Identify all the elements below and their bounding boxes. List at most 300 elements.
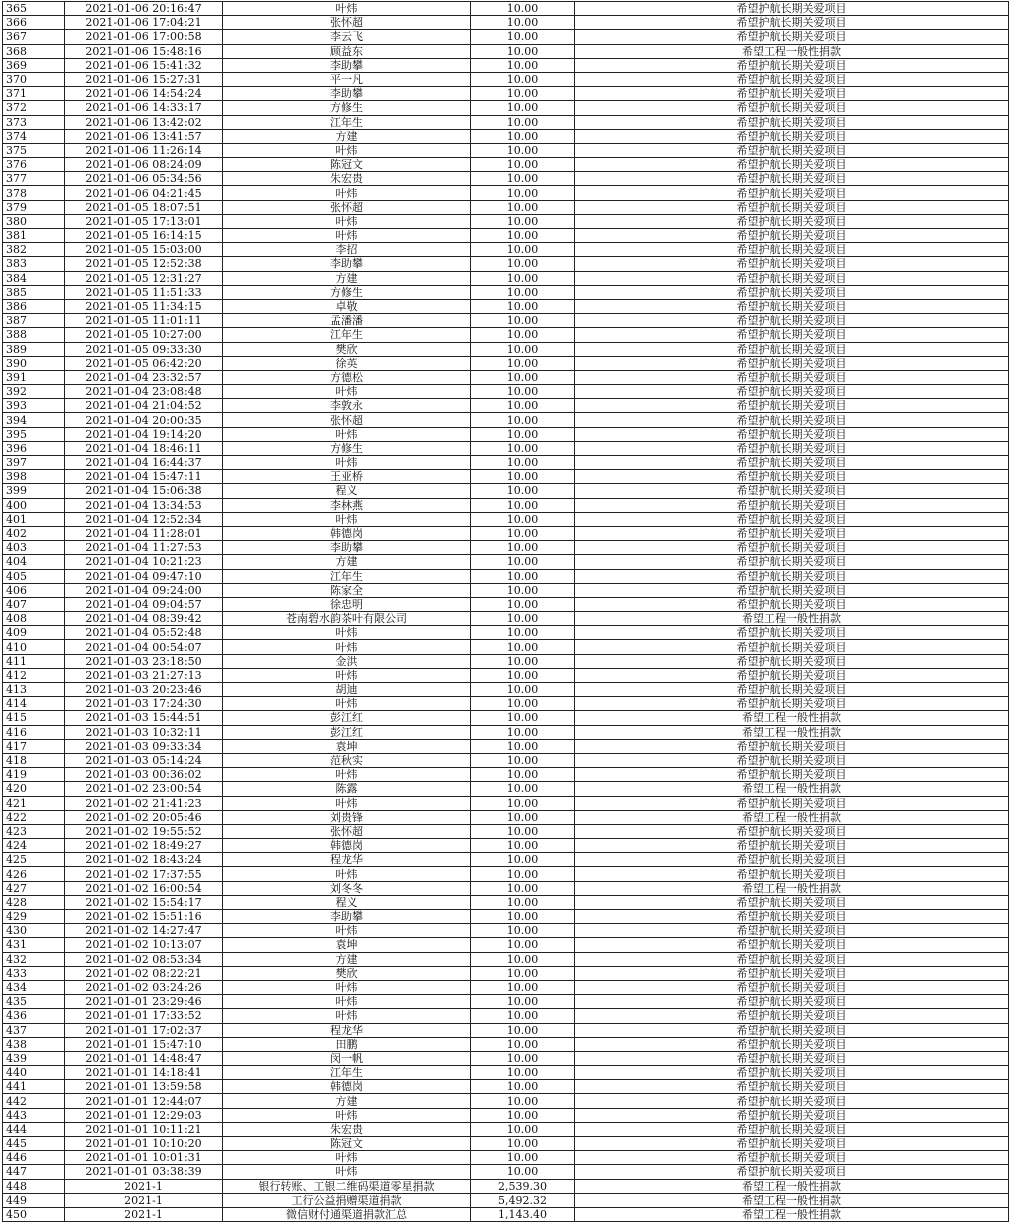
project-name-cell: 希望护航长期关爱项目 [575, 30, 1009, 44]
table-row [3, 413, 1009, 427]
row-number-cell: 439 [3, 1051, 65, 1065]
table-row [3, 1207, 1009, 1221]
project-name-cell: 希望护航长期关爱项目 [575, 271, 1009, 285]
donation-amount-cell: 10.00 [471, 257, 575, 271]
donation-amount-cell: 10.00 [471, 413, 575, 427]
project-name-cell: 希望护航长期关爱项目 [575, 1037, 1009, 1051]
project-name-cell: 希望护航长期关爱项目 [575, 200, 1009, 214]
donation-amount-cell: 10.00 [471, 399, 575, 413]
donation-time-cell: 2021-01-05 06:42:20 [65, 356, 223, 370]
donation-time-cell: 2021-01-01 10:01:31 [65, 1151, 223, 1165]
donation-amount-cell: 10.00 [471, 342, 575, 356]
row-number-cell: 444 [3, 1122, 65, 1136]
project-name-cell: 希望护航长期关爱项目 [575, 640, 1009, 654]
project-name-cell: 希望护航长期关爱项目 [575, 1094, 1009, 1108]
donation-table-body [3, 2, 1009, 1222]
donation-time-cell: 2021-01-06 13:41:57 [65, 129, 223, 143]
donation-amount-cell: 10.00 [471, 172, 575, 186]
donor-name-cell: 叶炜 [223, 796, 471, 810]
table-row [3, 172, 1009, 186]
donor-name-cell: 韩德岗 [223, 839, 471, 853]
donation-time-cell: 2021-1 [65, 1193, 223, 1207]
donation-time-cell: 2021-01-05 15:03:00 [65, 243, 223, 257]
donation-amount-cell: 10.00 [471, 824, 575, 838]
donation-amount-cell: 10.00 [471, 72, 575, 86]
donation-amount-cell: 10.00 [471, 753, 575, 767]
donation-time-cell: 2021-01-02 10:13:07 [65, 938, 223, 952]
donation-time-cell: 2021-01-02 15:51:16 [65, 910, 223, 924]
project-name-cell: 希望护航长期关爱项目 [575, 1108, 1009, 1122]
donation-time-cell: 2021-01-03 00:36:02 [65, 768, 223, 782]
donor-name-cell: 苍南碧水韵茶叶有限公司 [223, 612, 471, 626]
row-number-cell: 366 [3, 16, 65, 30]
row-number-cell: 398 [3, 470, 65, 484]
donor-name-cell: 刘贵锋 [223, 810, 471, 824]
donation-time-cell: 2021-01-06 17:00:58 [65, 30, 223, 44]
row-number-cell: 397 [3, 456, 65, 470]
row-number-cell: 418 [3, 753, 65, 767]
row-number-cell: 445 [3, 1137, 65, 1151]
donor-name-cell: 叶炜 [223, 980, 471, 994]
donor-name-cell: 李助攀 [223, 910, 471, 924]
donation-time-cell: 2021-01-01 14:18:41 [65, 1066, 223, 1080]
row-number-cell: 424 [3, 839, 65, 853]
donor-name-cell: 叶炜 [223, 143, 471, 157]
table-row [3, 1122, 1009, 1136]
table-row [3, 910, 1009, 924]
donor-name-cell: 方修生 [223, 101, 471, 115]
donation-time-cell: 2021-1 [65, 1207, 223, 1221]
project-name-cell: 希望护航长期关爱项目 [575, 1137, 1009, 1151]
donation-amount-cell: 10.00 [471, 697, 575, 711]
donor-name-cell: 樊欣 [223, 966, 471, 980]
row-number-cell: 427 [3, 881, 65, 895]
donation-time-cell: 2021-01-04 08:39:42 [65, 612, 223, 626]
project-name-cell: 希望护航长期关爱项目 [575, 683, 1009, 697]
row-number-cell: 381 [3, 229, 65, 243]
donor-name-cell: 江年生 [223, 115, 471, 129]
donation-amount-cell: 10.00 [471, 243, 575, 257]
donation-time-cell: 2021-01-06 04:21:45 [65, 186, 223, 200]
project-name-cell: 希望工程一般性捐款 [575, 44, 1009, 58]
row-number-cell: 441 [3, 1080, 65, 1094]
project-name-cell: 希望护航长期关爱项目 [575, 597, 1009, 611]
donor-name-cell: 叶炜 [223, 995, 471, 1009]
donor-name-cell: 胡迪 [223, 683, 471, 697]
donor-name-cell: 工行公益捐赠渠道捐款 [223, 1193, 471, 1207]
donation-amount-cell: 10.00 [471, 796, 575, 810]
table-row [3, 725, 1009, 739]
table-row [3, 470, 1009, 484]
donation-amount-cell: 1,143.40 [471, 1207, 575, 1221]
row-number-cell: 429 [3, 910, 65, 924]
project-name-cell: 希望护航长期关爱项目 [575, 172, 1009, 186]
donation-time-cell: 2021-01-05 17:13:01 [65, 214, 223, 228]
donation-amount-cell: 10.00 [471, 470, 575, 484]
project-name-cell: 希望护航长期关爱项目 [575, 768, 1009, 782]
donation-time-cell: 2021-01-03 23:18:50 [65, 654, 223, 668]
row-number-cell: 402 [3, 526, 65, 540]
donation-time-cell: 2021-01-06 13:42:02 [65, 115, 223, 129]
donation-amount-cell: 10.00 [471, 58, 575, 72]
donor-name-cell: 李敦永 [223, 399, 471, 413]
table-row [3, 370, 1009, 384]
project-name-cell: 希望护航长期关爱项目 [575, 824, 1009, 838]
row-number-cell: 368 [3, 44, 65, 58]
donor-name-cell: 叶炜 [223, 1165, 471, 1179]
project-name-cell: 希望护航长期关爱项目 [575, 853, 1009, 867]
row-number-cell: 378 [3, 186, 65, 200]
donor-name-cell: 张怀超 [223, 824, 471, 838]
project-name-cell: 希望护航长期关爱项目 [575, 1165, 1009, 1179]
table-row [3, 58, 1009, 72]
donation-time-cell: 2021-01-01 17:02:37 [65, 1023, 223, 1037]
table-row [3, 980, 1009, 994]
row-number-cell: 390 [3, 356, 65, 370]
donation-time-cell: 2021-01-04 15:06:38 [65, 484, 223, 498]
table-row [3, 399, 1009, 413]
project-name-cell: 希望护航长期关爱项目 [575, 456, 1009, 470]
donation-amount-cell: 10.00 [471, 328, 575, 342]
project-name-cell: 希望护航长期关爱项目 [575, 512, 1009, 526]
donation-time-cell: 2021-01-01 14:48:47 [65, 1051, 223, 1065]
donation-amount-cell: 10.00 [471, 370, 575, 384]
donor-name-cell: 江年生 [223, 328, 471, 342]
project-name-cell: 希望工程一般性捐款 [575, 1207, 1009, 1221]
donation-amount-cell: 10.00 [471, 229, 575, 243]
donation-amount-cell: 10.00 [471, 1165, 575, 1179]
donor-name-cell: 叶炜 [223, 768, 471, 782]
row-number-cell: 405 [3, 569, 65, 583]
donation-time-cell: 2021-01-03 10:32:11 [65, 725, 223, 739]
donor-name-cell: 程义 [223, 895, 471, 909]
table-row [3, 1094, 1009, 1108]
table-row [3, 1009, 1009, 1023]
donation-amount-cell: 10.00 [471, 980, 575, 994]
donation-amount-cell: 10.00 [471, 285, 575, 299]
project-name-cell: 希望护航长期关爱项目 [575, 966, 1009, 980]
donor-name-cell: 银行转账、工银二维码渠道零星捐款 [223, 1179, 471, 1193]
donation-table [2, 1, 1009, 1222]
row-number-cell: 440 [3, 1066, 65, 1080]
table-row [3, 683, 1009, 697]
project-name-cell: 希望护航长期关爱项目 [575, 1009, 1009, 1023]
row-number-cell: 400 [3, 498, 65, 512]
donor-name-cell: 叶炜 [223, 2, 471, 16]
donor-name-cell: 张怀超 [223, 200, 471, 214]
donor-name-cell: 李云飞 [223, 30, 471, 44]
donation-amount-cell: 10.00 [471, 314, 575, 328]
table-row [3, 299, 1009, 313]
donor-name-cell: 李助攀 [223, 58, 471, 72]
row-number-cell: 365 [3, 2, 65, 16]
donation-amount-cell: 10.00 [471, 1023, 575, 1037]
donor-name-cell: 叶炜 [223, 512, 471, 526]
row-number-cell: 414 [3, 697, 65, 711]
row-number-cell: 395 [3, 427, 65, 441]
donor-name-cell: 张怀超 [223, 413, 471, 427]
donation-amount-cell: 10.00 [471, 555, 575, 569]
table-row [3, 895, 1009, 909]
donation-amount-cell: 10.00 [471, 1009, 575, 1023]
donation-time-cell: 2021-1 [65, 1179, 223, 1193]
project-name-cell: 希望护航长期关爱项目 [575, 526, 1009, 540]
donation-time-cell: 2021-01-02 15:54:17 [65, 895, 223, 909]
donation-time-cell: 2021-01-06 15:41:32 [65, 58, 223, 72]
table-row [3, 328, 1009, 342]
donation-time-cell: 2021-01-04 11:27:53 [65, 541, 223, 555]
donation-time-cell: 2021-01-06 08:24:09 [65, 158, 223, 172]
donation-time-cell: 2021-01-03 20:23:46 [65, 683, 223, 697]
table-row [3, 881, 1009, 895]
project-name-cell: 希望护航长期关爱项目 [575, 1051, 1009, 1065]
project-name-cell: 希望护航长期关爱项目 [575, 143, 1009, 157]
row-number-cell: 447 [3, 1165, 65, 1179]
table-row [3, 966, 1009, 980]
donor-name-cell: 陈露 [223, 782, 471, 796]
project-name-cell: 希望护航长期关爱项目 [575, 839, 1009, 853]
donor-name-cell: 金洪 [223, 654, 471, 668]
project-name-cell: 希望护航长期关爱项目 [575, 796, 1009, 810]
project-name-cell: 希望工程一般性捐款 [575, 725, 1009, 739]
donation-time-cell: 2021-01-01 10:11:21 [65, 1122, 223, 1136]
donor-name-cell: 袁坤 [223, 938, 471, 952]
row-number-cell: 404 [3, 555, 65, 569]
donation-time-cell: 2021-01-05 16:14:15 [65, 229, 223, 243]
row-number-cell: 435 [3, 995, 65, 1009]
table-row [3, 853, 1009, 867]
donation-time-cell: 2021-01-03 21:27:13 [65, 668, 223, 682]
row-number-cell: 416 [3, 725, 65, 739]
table-row [3, 101, 1009, 115]
project-name-cell: 希望护航长期关爱项目 [575, 739, 1009, 753]
project-name-cell: 希望护航长期关爱项目 [575, 385, 1009, 399]
donation-time-cell: 2021-01-02 18:49:27 [65, 839, 223, 853]
donation-amount-cell: 10.00 [471, 640, 575, 654]
donation-time-cell: 2021-01-02 19:55:52 [65, 824, 223, 838]
project-name-cell: 希望护航长期关爱项目 [575, 1066, 1009, 1080]
donation-amount-cell: 10.00 [471, 952, 575, 966]
donation-amount-cell: 10.00 [471, 867, 575, 881]
table-row [3, 583, 1009, 597]
table-row [3, 200, 1009, 214]
donation-amount-cell: 10.00 [471, 498, 575, 512]
donation-time-cell: 2021-01-01 13:59:58 [65, 1080, 223, 1094]
donor-name-cell: 叶炜 [223, 924, 471, 938]
donation-amount-cell: 10.00 [471, 597, 575, 611]
row-number-cell: 448 [3, 1179, 65, 1193]
table-row [3, 385, 1009, 399]
donor-name-cell: 叶炜 [223, 867, 471, 881]
donation-time-cell: 2021-01-05 10:27:00 [65, 328, 223, 342]
donation-amount-cell: 10.00 [471, 484, 575, 498]
donation-amount-cell: 10.00 [471, 853, 575, 867]
table-row [3, 1108, 1009, 1122]
donor-name-cell: 叶炜 [223, 385, 471, 399]
row-number-cell: 407 [3, 597, 65, 611]
project-name-cell: 希望护航长期关爱项目 [575, 328, 1009, 342]
donation-amount-cell: 10.00 [471, 725, 575, 739]
row-number-cell: 367 [3, 30, 65, 44]
donor-name-cell: 平一凡 [223, 72, 471, 86]
donation-time-cell: 2021-01-06 14:54:24 [65, 87, 223, 101]
donation-time-cell: 2021-01-02 08:53:34 [65, 952, 223, 966]
project-name-cell: 希望工程一般性捐款 [575, 711, 1009, 725]
donation-time-cell: 2021-01-03 09:33:34 [65, 739, 223, 753]
project-name-cell: 希望护航长期关爱项目 [575, 1151, 1009, 1165]
donation-amount-cell: 10.00 [471, 101, 575, 115]
table-row [3, 839, 1009, 853]
donor-name-cell: 朱宏贵 [223, 1122, 471, 1136]
donation-time-cell: 2021-01-05 11:51:33 [65, 285, 223, 299]
donation-time-cell: 2021-01-06 20:16:47 [65, 2, 223, 16]
donation-amount-cell: 10.00 [471, 654, 575, 668]
table-row [3, 654, 1009, 668]
project-name-cell: 希望护航长期关爱项目 [575, 654, 1009, 668]
table-row [3, 569, 1009, 583]
donation-amount-cell: 10.00 [471, 214, 575, 228]
row-number-cell: 409 [3, 626, 65, 640]
donor-name-cell: 陈冠文 [223, 1137, 471, 1151]
donor-name-cell: 刘冬冬 [223, 881, 471, 895]
table-row [3, 626, 1009, 640]
project-name-cell: 希望工程一般性捐款 [575, 810, 1009, 824]
donor-name-cell: 袁坤 [223, 739, 471, 753]
table-row [3, 541, 1009, 555]
donation-time-cell: 2021-01-04 00:54:07 [65, 640, 223, 654]
donation-time-cell: 2021-01-04 21:04:52 [65, 399, 223, 413]
project-name-cell: 希望护航长期关爱项目 [575, 697, 1009, 711]
row-number-cell: 370 [3, 72, 65, 86]
row-number-cell: 373 [3, 115, 65, 129]
project-name-cell: 希望护航长期关爱项目 [575, 101, 1009, 115]
row-number-cell: 396 [3, 441, 65, 455]
table-row [3, 1051, 1009, 1065]
donation-amount-cell: 10.00 [471, 910, 575, 924]
project-name-cell: 希望护航长期关爱项目 [575, 470, 1009, 484]
donation-time-cell: 2021-01-04 20:00:35 [65, 413, 223, 427]
table-row [3, 739, 1009, 753]
donation-amount-cell: 10.00 [471, 526, 575, 540]
donation-time-cell: 2021-01-02 18:43:24 [65, 853, 223, 867]
project-name-cell: 希望工程一般性捐款 [575, 881, 1009, 895]
donation-amount-cell: 10.00 [471, 711, 575, 725]
donation-amount-cell: 10.00 [471, 924, 575, 938]
row-number-cell: 428 [3, 895, 65, 909]
donation-table-sheet [2, 1, 1008, 1222]
table-row [3, 768, 1009, 782]
donor-name-cell: 叶炜 [223, 626, 471, 640]
row-number-cell: 423 [3, 824, 65, 838]
project-name-cell: 希望护航长期关爱项目 [575, 484, 1009, 498]
table-row [3, 796, 1009, 810]
row-number-cell: 394 [3, 413, 65, 427]
donation-amount-cell: 10.00 [471, 1051, 575, 1065]
donation-amount-cell: 10.00 [471, 2, 575, 16]
donation-amount-cell: 10.00 [471, 186, 575, 200]
table-row [3, 229, 1009, 243]
table-row [3, 1193, 1009, 1207]
donation-amount-cell: 10.00 [471, 30, 575, 44]
donation-amount-cell: 10.00 [471, 456, 575, 470]
row-number-cell: 421 [3, 796, 65, 810]
row-number-cell: 403 [3, 541, 65, 555]
donor-name-cell: 徐忠明 [223, 597, 471, 611]
donor-name-cell: 方建 [223, 129, 471, 143]
donor-name-cell: 田鹏 [223, 1037, 471, 1051]
project-name-cell: 希望护航长期关爱项目 [575, 427, 1009, 441]
table-row [3, 612, 1009, 626]
table-row [3, 87, 1009, 101]
project-name-cell: 希望工程一般性捐款 [575, 1179, 1009, 1193]
donation-time-cell: 2021-01-05 12:31:27 [65, 271, 223, 285]
table-row [3, 484, 1009, 498]
project-name-cell: 希望护航长期关爱项目 [575, 1080, 1009, 1094]
table-row [3, 243, 1009, 257]
project-name-cell: 希望护航长期关爱项目 [575, 186, 1009, 200]
donation-time-cell: 2021-01-04 23:32:57 [65, 370, 223, 384]
donor-name-cell: 江年生 [223, 569, 471, 583]
donation-amount-cell: 10.00 [471, 158, 575, 172]
table-row [3, 1080, 1009, 1094]
row-number-cell: 382 [3, 243, 65, 257]
project-name-cell: 希望工程一般性捐款 [575, 612, 1009, 626]
table-row [3, 314, 1009, 328]
donor-name-cell: 李招 [223, 243, 471, 257]
table-row [3, 342, 1009, 356]
table-row [3, 512, 1009, 526]
row-number-cell: 433 [3, 966, 65, 980]
project-name-cell: 希望护航长期关爱项目 [575, 980, 1009, 994]
donation-time-cell: 2021-01-04 05:52:48 [65, 626, 223, 640]
donation-time-cell: 2021-01-06 14:33:17 [65, 101, 223, 115]
donation-time-cell: 2021-01-01 10:10:20 [65, 1137, 223, 1151]
donor-name-cell: 范秋实 [223, 753, 471, 767]
row-number-cell: 411 [3, 654, 65, 668]
donation-amount-cell: 10.00 [471, 427, 575, 441]
table-row [3, 30, 1009, 44]
donor-name-cell: 叶炜 [223, 668, 471, 682]
row-number-cell: 431 [3, 938, 65, 952]
donation-time-cell: 2021-01-05 18:07:51 [65, 200, 223, 214]
project-name-cell: 希望工程一般性捐款 [575, 1193, 1009, 1207]
project-name-cell: 希望护航长期关爱项目 [575, 2, 1009, 16]
row-number-cell: 430 [3, 924, 65, 938]
row-number-cell: 386 [3, 299, 65, 313]
table-row [3, 995, 1009, 1009]
row-number-cell: 408 [3, 612, 65, 626]
donor-name-cell: 张怀超 [223, 16, 471, 30]
project-name-cell: 希望护航长期关爱项目 [575, 498, 1009, 512]
table-row [3, 867, 1009, 881]
donation-time-cell: 2021-01-04 19:14:20 [65, 427, 223, 441]
donation-amount-cell: 10.00 [471, 782, 575, 796]
project-name-cell: 希望护航长期关爱项目 [575, 158, 1009, 172]
donation-amount-cell: 10.00 [471, 966, 575, 980]
project-name-cell: 希望护航长期关爱项目 [575, 214, 1009, 228]
donation-time-cell: 2021-01-05 11:01:11 [65, 314, 223, 328]
row-number-cell: 379 [3, 200, 65, 214]
donor-name-cell: 方建 [223, 271, 471, 285]
donation-amount-cell: 10.00 [471, 1066, 575, 1080]
project-name-cell: 希望护航长期关爱项目 [575, 938, 1009, 952]
row-number-cell: 401 [3, 512, 65, 526]
donor-name-cell: 方建 [223, 555, 471, 569]
donation-time-cell: 2021-01-01 15:47:10 [65, 1037, 223, 1051]
row-number-cell: 437 [3, 1023, 65, 1037]
project-name-cell: 希望护航长期关爱项目 [575, 399, 1009, 413]
table-row [3, 697, 1009, 711]
